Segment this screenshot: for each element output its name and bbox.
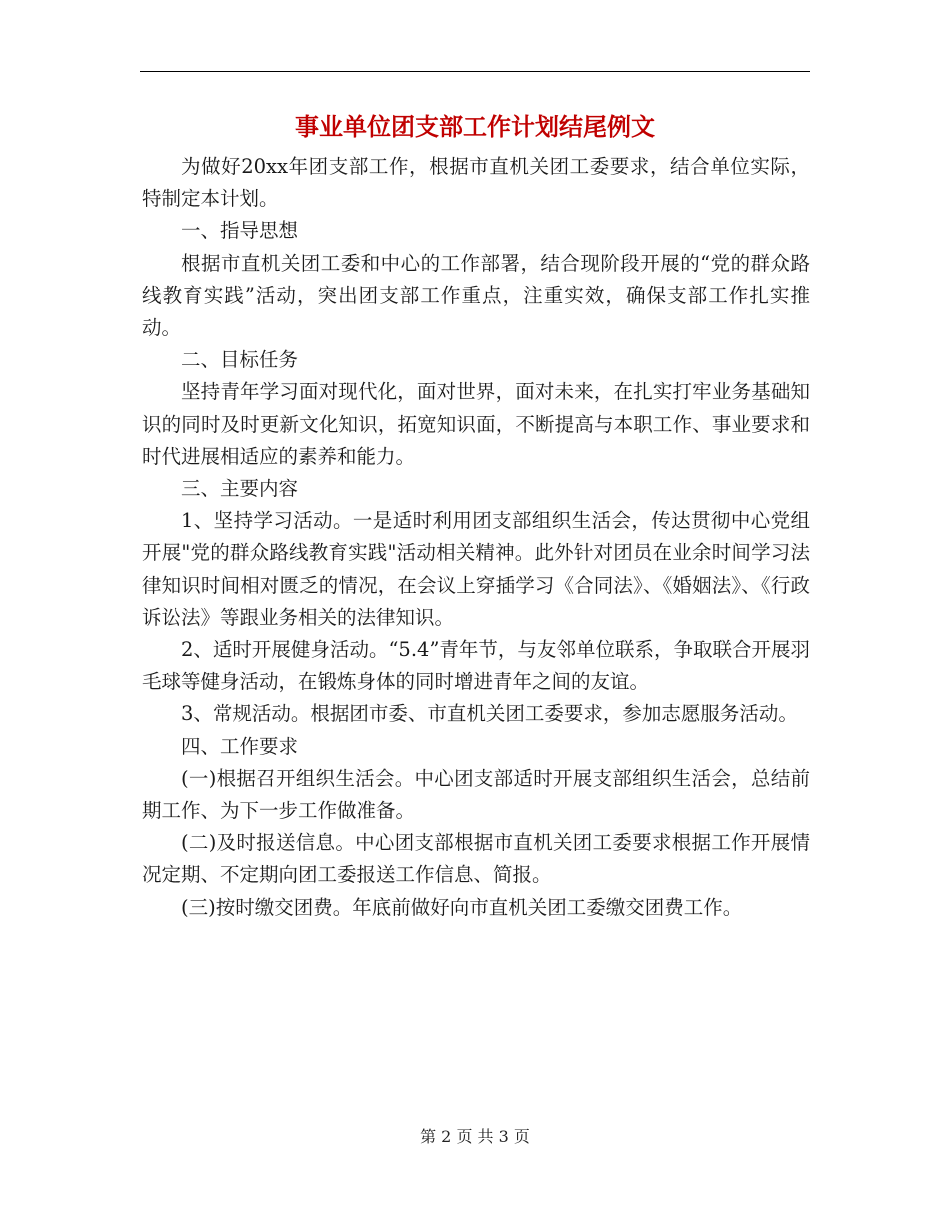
guiding-thought-paragraph: 根据市直机关团工委和中心的工作部署，结合现阶段开展的“党的群众路线教育实践”活动，突出团支部工作重点，注重实效，确保支部工作扎实推动。 [142,251,810,340]
requirement-item-1: (一)根据召开组织生活会。中心团支部适时开展支部组织生活会，总结前期工作、为下一步工作做准备。 [142,766,810,823]
requirement-item-2: (二)及时报送信息。中心团支部根据市直机关团工委要求根据工作开展情况定期、不定期向团工委报送工作信息、简报。 [142,831,810,887]
document-title: 事业单位团支部工作计划结尾例文 [295,112,655,141]
section-heading-main-content: 三、主要内容 [181,477,299,501]
content-item-routine: 3、常规活动。根据团市委、市直机关团工委要求，参加志愿服务活动。 [181,702,798,726]
intro-paragraph: 为做好20xx年团支部工作，根据市直机关团工委要求，结合单位实际，特制定本计划。 [142,155,810,211]
page-number-footer: 第 2 页 共 3 页 [420,1127,530,1146]
content-item-study: 1、坚持学习活动。一是适时利用团支部组织生活会，传达贯彻中心党组开展"党的群众路线教育实践"活动相关精神。此外针对团员在业余时间学习法律知识时间相对匮乏的情况，在会议上穿插学习《合同法》、《婚姻法》、《行政诉讼法》等跟业务相关的法律知识。 [142,509,810,629]
section-heading-goals: 二、目标任务 [181,348,299,372]
section-heading-requirements: 四、工作要求 [181,734,299,758]
requirement-item-3: (三)按时缴交团费。年底前做好向市直机关团工委缴交团费工作。 [181,895,743,919]
section-heading-guiding-thought: 一、指导思想 [181,219,299,243]
goals-paragraph: 坚持青年学习面对现代化，面对世界，面对未来，在扎实打牢业务基础知识的同时及时更新文化知识，拓宽知识面，不断提高与本职工作、事业要求和时代进展相适应的素养和能力。 [142,380,810,468]
header-rule [140,71,810,72]
content-item-fitness: 2、适时开展健身活动。“5.4”青年节，与友邻单位联系，争取联合开展羽毛球等健身活动，在锻炼身体的同时增进青年之间的友谊。 [142,638,810,694]
document-body [142,151,810,924]
